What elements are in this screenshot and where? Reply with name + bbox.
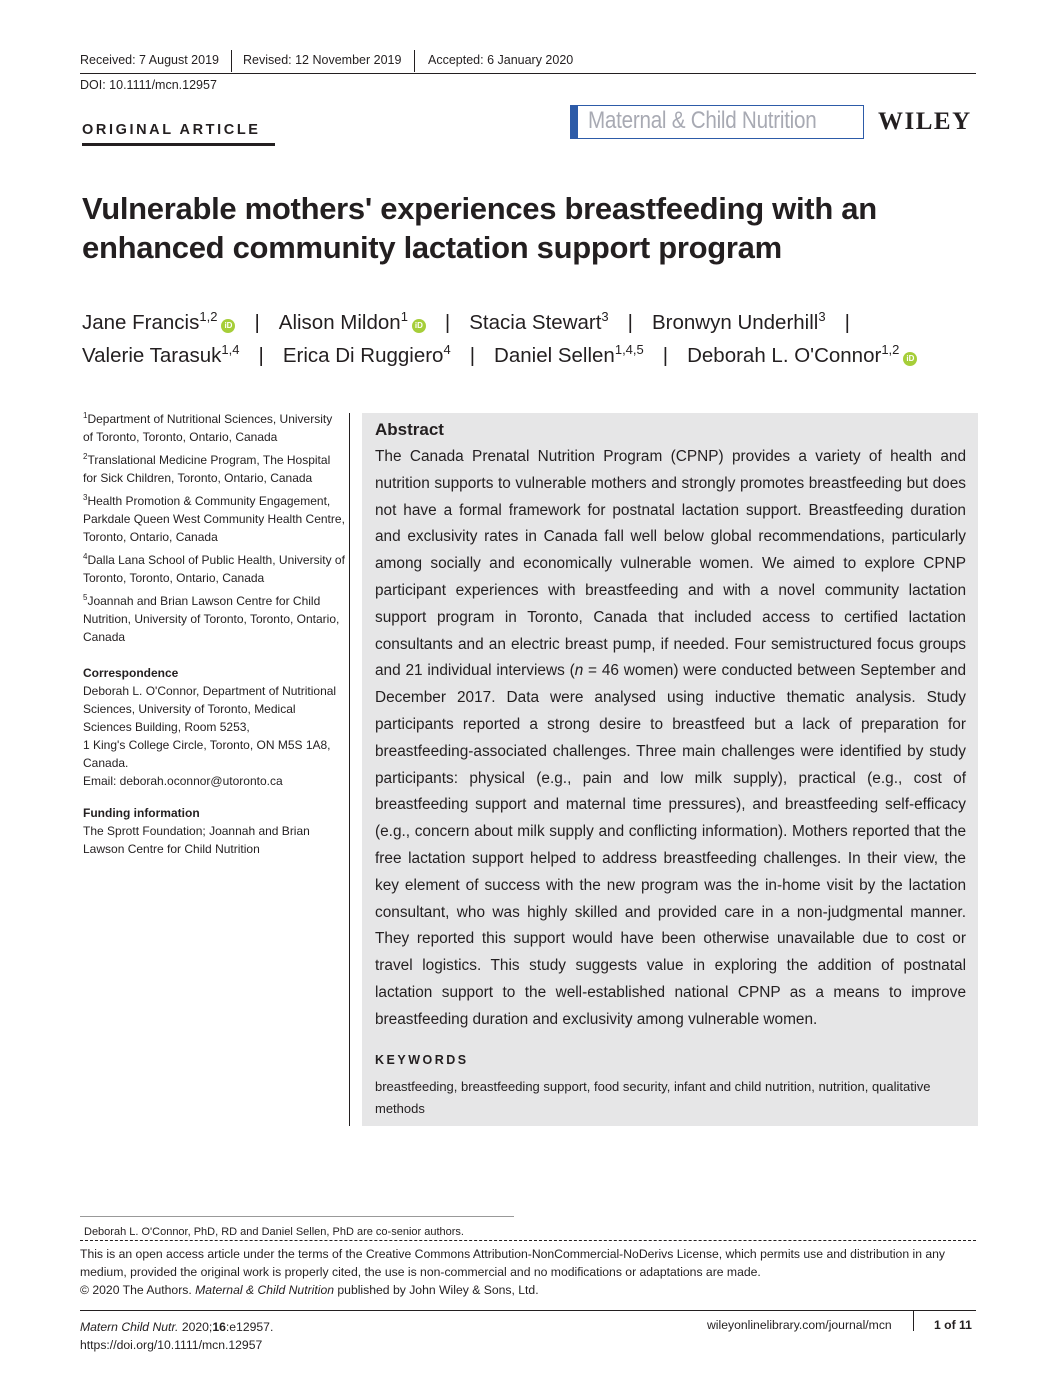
affiliation: $^1$Department of Nutritional Sciences, University of Toronto, Toronto, Ontario, Canada [83,411,333,444]
revised-date: Revised: 12 November 2019 [243,53,402,67]
copyright-line: © 2020 The Authors. Maternal & Child Nutrition published by John Wiley & Sons, Ltd. [80,1283,539,1297]
author-name[interactable]: Bronwyn Underhill$^3$ [651,309,826,334]
footer-rule [80,1310,976,1311]
keywords-list: breastfeeding, breastfeeding support, food security, infant and child nutrition, nutrition, qualitative methods [375,1079,931,1116]
received-date: Received: 7 August 2019 [80,53,219,67]
date-separator [414,50,415,72]
author-name[interactable]: Valerie Tarasuk$^{1,4}$ [82,342,240,367]
journal-website-link[interactable]: wileyonlinelibrary.com/journal/mcn [707,1318,892,1332]
publication-dates [80,50,976,74]
affiliation: $^5$Joannah and Brian Lawson Centre for Child Nutrition, University of Toronto, Toronto, Ontario, Canada [83,593,340,644]
correspondence-block: Deborah L. O'Connor, Department of Nutritional Sciences, University of Toronto, Medical Sciences Building, Room 5253, 1 King's College Circle, Toronto, ON M5S 1A8, Canada. Email: deborah.oconnor@utoronto.ca [83,684,337,788]
license-notice: This is an open access article under the terms of the Creative Commons Attribution-NonCommercial-NoDerivs License, which permits use and distribution in any medium, provided the original work is properly cited, the use is non-commercial and no modifications or adaptations are made. © 2020 The Authors. Maternal & Child Nutrition published by John Wiley & Sons, Ltd. [80,1245,976,1299]
abstract-heading: Abstract [375,420,444,439]
author-name[interactable]: Alison Mildon$^1$ [278,309,408,334]
author-name[interactable]: Jane Francis$^{1,2}$ [82,309,218,334]
correspondence-email[interactable]: Email: deborah.oconnor@utoronto.ca [83,774,283,788]
journal-logo-bar [570,105,578,139]
doi-link[interactable]: https://doi.org/10.1111/mcn.12957 [80,1338,263,1352]
abstract-text: The Canada Prenatal Nutrition Program (CPNP) provides a variety of health and nutrition supports to vulnerable mothers and strongly promotes breastfeeding but does not have a formal framework for postnatal lactation support. Breastfeeding duration and exclusivity rates in Canada fall well below global recommendations, particularly among socially and economically vulnerable women. We aimed to explore CPNP participant experiences with breastfeeding and with a novel community lactation support program in Toronto, Canada that included access to certified lactation consultants and an electric breast pump, if needed. Four semistructured focus groups and 21 individual interviews (n = 46 women) were conducted between September and December 2017. Data were analysed using inductive thematic analysis. Study participants reported a strong desire to breastfeed but a lack of preparation for breastfeeding-associated challenges. Three main challenges were identified by study participants: physical (e.g., pain and low milk supply), practical (e.g., cost of breastfeeding support and maternal time pressures), and breastfeeding self-efficacy (e.g., concern about milk supply and conflicting information). Mothers reported that the free lactation support helped to address breastfeeding challenges. In their view, the key element of success with the new program was the in-home visit by the lactation consultant, who was highly skilled and provided care in a non-judgmental manner. They reported this support would have been otherwise unavailable due to cost or travel logistics. This study suggests value in exploring the addition of postnatal lactation support to the well-established national CPNP as a means to improve breastfeeding duration and exclusivity among vulnerable women. [375,448,967,1028]
affiliation: $^2$Translational Medicine Program, The Hospital for Sick Children, Toronto, Ontario, Canada [83,452,331,485]
orcid-icon[interactable]: iD [412,319,426,333]
publisher-logo: WILEY [878,108,972,135]
orcid-icon[interactable]: iD [221,319,235,333]
footnote-rule [80,1216,514,1217]
article-type-underline [82,143,275,146]
author-name[interactable]: Erica Di Ruggiero$^4$ [282,342,451,367]
footer-separator [913,1311,914,1331]
author-list: Jane Francis$^{1,2}$iD | Alison Mildon$^1$iD | Stacia Stewart$^3$ | Bronwyn Underhill$^3$ | Valerie Tarasuk$^{1,4}$ | Erica Di Ruggiero$^4$ | Daniel Sellen$^{1,4,5}$ | Deborah L. O'Connor$^{1,2}$iD [82,306,982,372]
affiliation: $^3$Health Promotion & Community Engagement, Parkdale Queen West Community Health Centre, Toronto, Ontario, Canada [83,493,345,544]
citation: Matern Child Nutr. 2020;16:e12957. https://doi.org/10.1111/mcn.12957 [80,1320,274,1352]
co-senior-footnote: Deborah L. O'Connor, PhD, RD and Daniel Sellen, PhD are co-senior authors. [84,1226,464,1238]
page-number: 1 of 11 [934,1318,972,1332]
funding-heading: Funding information [83,806,200,820]
author-name[interactable]: Deborah L. O'Connor$^{1,2}$ [687,342,900,367]
journal-name: Maternal & Child Nutrition [588,107,817,134]
doi[interactable]: DOI: 10.1111/mcn.12957 [80,78,217,92]
date-separator [231,50,232,72]
keywords-heading: KEYWORDS [375,1053,469,1067]
article-title: Vulnerable mothers' experiences breastfeeding with an enhanced community lactation support program [82,191,877,265]
correspondence-heading: Correspondence [83,666,179,680]
orcid-icon[interactable]: iD [903,352,917,366]
accepted-date: Accepted: 6 January 2020 [428,53,574,67]
sidebar-divider [349,413,350,1126]
article-type: ORIGINAL ARTICLE [82,122,261,138]
affiliations-sidebar [83,410,345,868]
author-name[interactable]: Stacia Stewart$^3$ [469,309,609,334]
author-name[interactable]: Daniel Sellen$^{1,4,5}$ [494,342,644,367]
affiliation: $^4$Dalla Lana School of Public Health, University of Toronto, Toronto, Ontario, Canada [83,552,345,585]
funding-text: The Sprott Foundation; Joannah and Brian Lawson Centre for Child Nutrition [83,824,310,856]
license-divider [80,1240,976,1241]
